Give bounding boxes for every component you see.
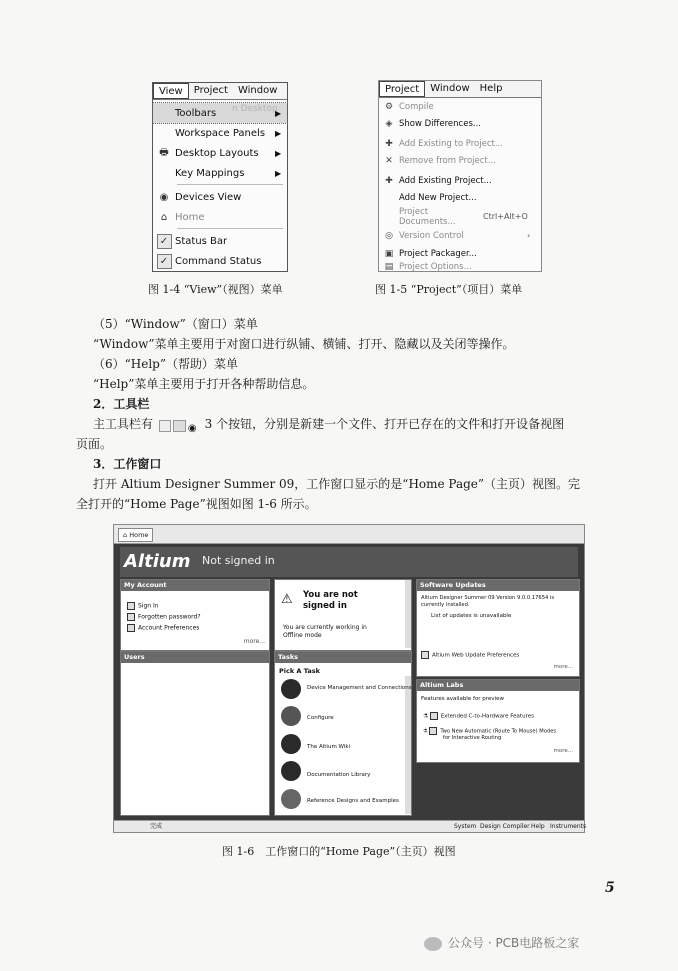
notice-title-a: You are not	[303, 590, 358, 600]
menu-item-workspace-panels[interactable]: Workspace Panels ▶	[153, 123, 287, 143]
menu-project[interactable]: Project	[379, 81, 425, 97]
link-web-update-preferences[interactable]: Altium Web Update Preferences	[421, 651, 519, 659]
feature-c-to-hardware[interactable]: ⚗ Extended C-to-Hardware Features	[423, 713, 534, 720]
differences-icon: ◈	[385, 118, 393, 129]
paragraph-toolbar	[93, 414, 564, 434]
menu-item-add-existing-project[interactable]: ✚ Add Existing Project...	[379, 172, 541, 189]
compile-icon: ⚙	[384, 101, 394, 112]
notice-body-a: You are currently working in	[283, 624, 367, 631]
labs-subtitle: Features available for preview	[421, 696, 504, 702]
figure-project-menu	[378, 80, 542, 272]
installed-version-line2: currently installed.	[421, 602, 470, 608]
menu-project[interactable]: Project	[193, 85, 228, 96]
menu-window[interactable]: Window	[237, 85, 278, 96]
submenu-arrow-icon: ▶	[275, 148, 282, 158]
altium-logo: Altium	[124, 551, 191, 572]
panel-tasks	[274, 651, 412, 816]
menu-view[interactable]: View	[153, 83, 189, 99]
paragraph-work-window-b: 全打开的“Home Page”视图如图 1-6 所示。	[76, 497, 317, 511]
menu-item-command-status[interactable]: ✓ Command Status	[153, 251, 287, 271]
view-menubar	[153, 83, 287, 100]
add-file-icon: ✚	[385, 138, 393, 149]
options-icon: ▤	[384, 262, 394, 272]
new-file-icon	[159, 420, 171, 432]
menu-item-version-control[interactable]: ◎ Version Control ›	[379, 227, 541, 244]
add-project-icon: ✚	[385, 175, 393, 186]
panel-sign-in-notice	[274, 579, 412, 651]
scrollbar[interactable]	[405, 676, 411, 814]
menu-item-desktop-layouts[interactable]: 🖶 Desktop Layouts ▶	[153, 143, 287, 163]
heading-help-menu: （6）“Help”（帮助）菜单	[93, 357, 238, 371]
task-altium-wiki[interactable]: The Altium Wiki	[307, 744, 351, 750]
arrow-icon	[127, 602, 135, 610]
watermark: 公众号 · PCB电路板之家	[424, 934, 579, 951]
checkbox[interactable]	[430, 712, 438, 720]
menu-item-show-differences[interactable]: ◈ Show Differences...	[379, 115, 541, 132]
submenu-arrow-icon: ›	[527, 231, 531, 240]
shortcut-label: Ctrl+Alt+O	[483, 212, 528, 221]
check-icon: ✓	[157, 254, 172, 269]
warning-icon: ⚠	[281, 592, 293, 607]
remove-file-icon: ✕	[385, 155, 393, 166]
panel-title: My Account	[121, 580, 269, 591]
paragraph-help-menu: “Help”菜单主要用于打开各种帮助信息。	[93, 377, 315, 391]
more-link[interactable]: more...	[243, 638, 265, 645]
feature-route-to-mouse-cont: for Interactive Routing	[443, 735, 502, 741]
figure-home-page-screenshot	[113, 524, 585, 833]
menu-item-home[interactable]: ⌂ Home	[153, 207, 287, 227]
task-reference-designs[interactable]: Reference Designs and Examples	[307, 798, 399, 804]
panel-users	[120, 651, 270, 816]
status-help[interactable]: Help	[531, 823, 545, 830]
toolbar-text-b: 3 个按钮，分别是新建一个文件、打开已存在的文件和打开设备视图	[204, 417, 565, 431]
version-control-icon: ◎	[385, 230, 393, 241]
more-link[interactable]: more...	[553, 664, 573, 670]
task-documentation-library[interactable]: Documentation Library	[307, 772, 371, 778]
menu-item-status-bar[interactable]: ✓ Status Bar	[153, 231, 287, 251]
printer-icon: 🖶	[159, 146, 169, 158]
check-icon: ✓	[157, 234, 172, 249]
arrow-icon	[127, 613, 135, 621]
menu-item-devices-view[interactable]: ◉ Devices View	[153, 187, 287, 207]
paragraph-window-menu: “Window”菜单主要用于对窗口进行纵铺、横铺、打开、隐藏以及关闭等操作。	[93, 337, 515, 351]
heading-window-menu: （5）“Window”（窗口）菜单	[93, 317, 258, 331]
menu-item-toolbars[interactable]: Toolbars ▶	[153, 103, 287, 123]
menu-item-project-options[interactable]: ▤ Project Options...	[379, 262, 541, 272]
feature-route-to-mouse[interactable]: ⚗ Two New Automatic (Route To Mouse) Modes	[423, 728, 557, 735]
reference-designs-icon	[281, 789, 301, 809]
sign-in-status: Not signed in	[202, 554, 275, 567]
menu-item-project-documents[interactable]: Project Documents... Ctrl+Alt+O	[379, 208, 541, 225]
checkbox[interactable]	[429, 727, 437, 735]
menu-item-add-new-project[interactable]: Add New Project...	[399, 192, 477, 203]
panel-my-account	[120, 579, 270, 651]
updates-status: List of updates is unavailable	[431, 613, 512, 619]
device-management-icon	[281, 679, 301, 699]
pick-a-task-label: Pick A Task	[279, 667, 320, 675]
panel-title: Users	[121, 652, 269, 663]
status-instruments[interactable]: Instruments	[550, 823, 587, 830]
menu-separator	[177, 184, 283, 185]
more-link[interactable]: more...	[553, 748, 573, 754]
submenu-arrow-icon: ▶	[275, 108, 282, 118]
project-menubar	[379, 81, 541, 98]
paragraph-work-window-a: 打开 Altium Designer Summer 09，工作窗口显示的是“Home Page”（主页）视图。完	[93, 477, 581, 491]
wiki-icon	[281, 734, 301, 754]
home-tab-bar	[114, 525, 584, 544]
link-sign-in[interactable]: Sign In	[127, 602, 159, 610]
scrollbar[interactable]	[405, 580, 411, 648]
toolbar-text-a: 主工具栏有	[93, 417, 154, 431]
page-number: 5	[605, 880, 615, 896]
devices-icon: ◉	[187, 422, 197, 434]
panel-altium-labs	[416, 679, 580, 763]
menu-item-project-packager[interactable]: ▣ Project Packager...	[379, 245, 541, 262]
status-system[interactable]: System	[454, 823, 477, 830]
paragraph-toolbar-cont: 页面。	[76, 437, 113, 451]
home-icon: ⌂	[160, 211, 168, 223]
heading-work-window: 3．工作窗口	[93, 457, 162, 471]
home-icon: ⌂	[123, 531, 128, 539]
wechat-icon	[424, 937, 442, 951]
notice-title-b: signed in	[303, 601, 347, 611]
configure-icon	[281, 706, 301, 726]
task-configure[interactable]: Configure	[307, 715, 334, 721]
menu-help[interactable]: Help	[479, 83, 503, 94]
menu-item-compile[interactable]: ⚙ Compile	[379, 98, 541, 115]
ghost-desktop-label: n Desktop	[232, 104, 278, 114]
menu-item-add-existing-to-project[interactable]: ✚ Add Existing to Project...	[379, 135, 541, 152]
toolbar-buttons-inline	[157, 419, 201, 434]
panel-title: Altium Labs	[417, 680, 579, 691]
packager-icon: ▣	[384, 248, 394, 259]
menu-window[interactable]: Window	[430, 83, 470, 94]
status-text: 完成	[150, 823, 163, 830]
caption-fig-1-6: 图 1-6 工作窗口的“Home Page”（主页）视图	[222, 845, 456, 858]
heading-toolbar: 2．工具栏	[93, 397, 150, 411]
caption-fig-1-5: 图 1-5 “Project”（项目）菜单	[375, 283, 523, 296]
menu-separator	[177, 228, 283, 229]
open-file-icon	[173, 420, 186, 432]
installed-version-line1: Altium Designer Summer 09 Version 9.0.0.17654 is	[421, 595, 555, 601]
task-device-management[interactable]: Device Management and Connections	[307, 685, 412, 691]
panel-title: Tasks	[275, 652, 411, 663]
caption-fig-1-4: 图 1-4 “View”（视图）菜单	[148, 283, 283, 296]
status-design-compiler[interactable]: Design Compiler	[480, 823, 530, 830]
link-account-preferences[interactable]: Account Preferences	[127, 624, 199, 632]
lab-flask-icon: ⚗	[423, 728, 428, 735]
tab-home[interactable]: ⌂ Home	[118, 528, 153, 542]
lab-flask-icon: ⚗	[423, 713, 428, 720]
altium-banner	[120, 547, 578, 577]
link-forgotten-password[interactable]: Forgotten password?	[127, 613, 201, 621]
menu-item-key-mappings[interactable]: Key Mappings ▶	[153, 163, 287, 183]
arrow-icon	[127, 624, 135, 632]
notice-body-b: Offline mode	[283, 632, 322, 639]
devices-icon: ◉	[159, 191, 169, 203]
panel-title: Software Updates	[417, 580, 579, 591]
submenu-arrow-icon: ▶	[275, 168, 282, 178]
arrow-icon	[421, 651, 429, 659]
panel-software-updates	[416, 579, 580, 677]
menu-item-remove-from-project[interactable]: ✕ Remove from Project...	[379, 152, 541, 169]
status-bar	[114, 820, 587, 832]
documentation-icon	[281, 761, 301, 781]
submenu-arrow-icon: ▶	[275, 128, 282, 138]
